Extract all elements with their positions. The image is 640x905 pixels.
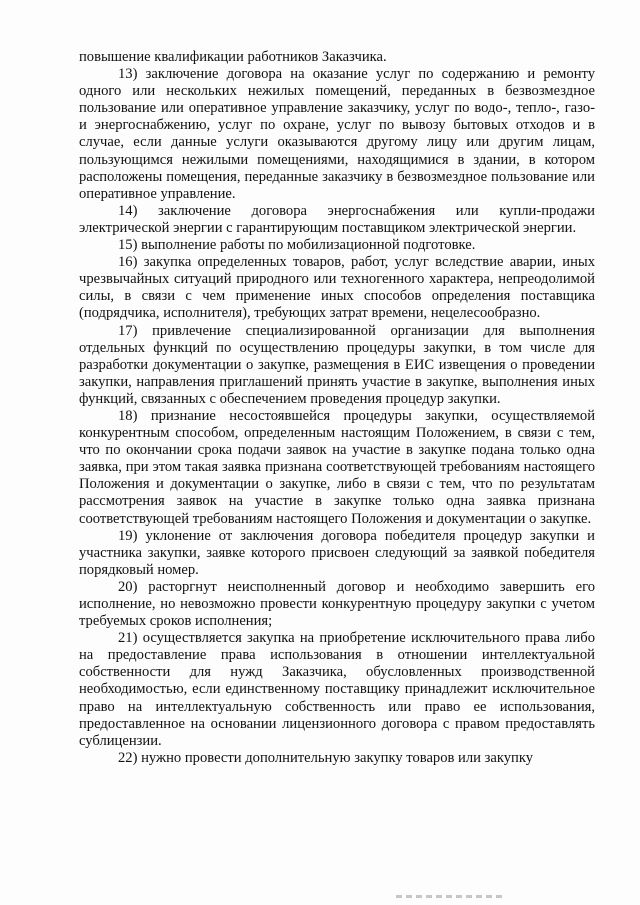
document-body (79, 49, 595, 767)
paragraph-item-16: 16) закупка определенных товаров, работ, услуг вследствие аварии, иных чрезвычайных ситуаций природного или техногенного характера, непреодолимой силы, в связи с чем применение иных способов определения поставщика (подрядчика, исполнителя), требующих затрат времени, нецелесообразно. (79, 254, 595, 322)
paragraph-item-13: 13) заключение договора на оказание услуг по содержанию и ремонту одного или нескольких нежилых помещений, переданных в безвозмездное пользование или оперативное управление заказчику, услуг по водо-, тепло-, газо- и энергоснабжению, услуг по охране, услуг по вывозу бытовых отходов и в случае, если данные услуги оказываются другому лицу или другим лицам, пользующимся нежилыми помещениями, находящимися в здании, в котором расположены помещения, переданные заказчику в безвозмездное пользование или оперативное управление. (79, 66, 595, 202)
paragraph-continuation: повышение квалификации работников Заказчика. (79, 49, 387, 65)
paragraph-item-14: 14) заключение договора энергоснабжения или купли-продажи электрической энергии с гарантирующим поставщиком электрической энергии. (79, 202, 595, 236)
paragraph-item-22: 22) нужно провести дополнительную закупку товаров или закупку (118, 749, 534, 766)
paragraph-item-19: 19) уклонение от заключения договора победителя процедур закупки и участника закупки, заявке которого присвоен следующий за заявкой победителя порядковый номер. (79, 527, 595, 578)
paragraph-item-17: 17) привлечение специализированной организации для выполнения отдельных функций по осуществлению процедуры закупки, в том числе для разработки документации о закупке, размещения в ЕИС извещения о проведении закупки, направления приглашений принять участие в закупке, выполнения иных функций, связанных с обеспечением проведения процедур закупки. (79, 322, 595, 407)
paragraph-item-20: 20) расторгнут неисполненный договор и необходимо завершить его исполнение, но невозможно провести конкурентную процедуру закупки с учетом требуемых сроков исполнения; (79, 578, 595, 630)
paragraph-item-18: 18) признание несостоявшейся процедуры закупки, осуществляемой конкурентным способом, определенным настоящим Положением, в связи с тем, что по окончании срока подачи заявок на участие в закупке подана только одна заявка, при этом такая заявка признана соответствующей требованиям настоящего Положения и документации о закупке, либо в связи с тем, что по результатам рассмотрения заявок на участие в закупке только одна заявка признана соответствующей требованиям настоящего Положения и документации о закупке. (79, 407, 595, 527)
scan-artifact (396, 895, 506, 898)
paragraph-item-15: 15) выполнение работы по мобилизационной подготовке. (118, 237, 476, 254)
paragraph-item-21: 21) осуществляется закупка на приобретение исключительного права либо на предоставление права использования в отношении интеллектуальной собственности для нужд Заказчика, обусловленных производственной необходимостью, если единственному поставщику принадлежит исключительное право на интеллектуальную собственность или право ее использования, предоставленное на основании лицензионного договора с правом предоставлять сублицензии. (79, 630, 595, 749)
